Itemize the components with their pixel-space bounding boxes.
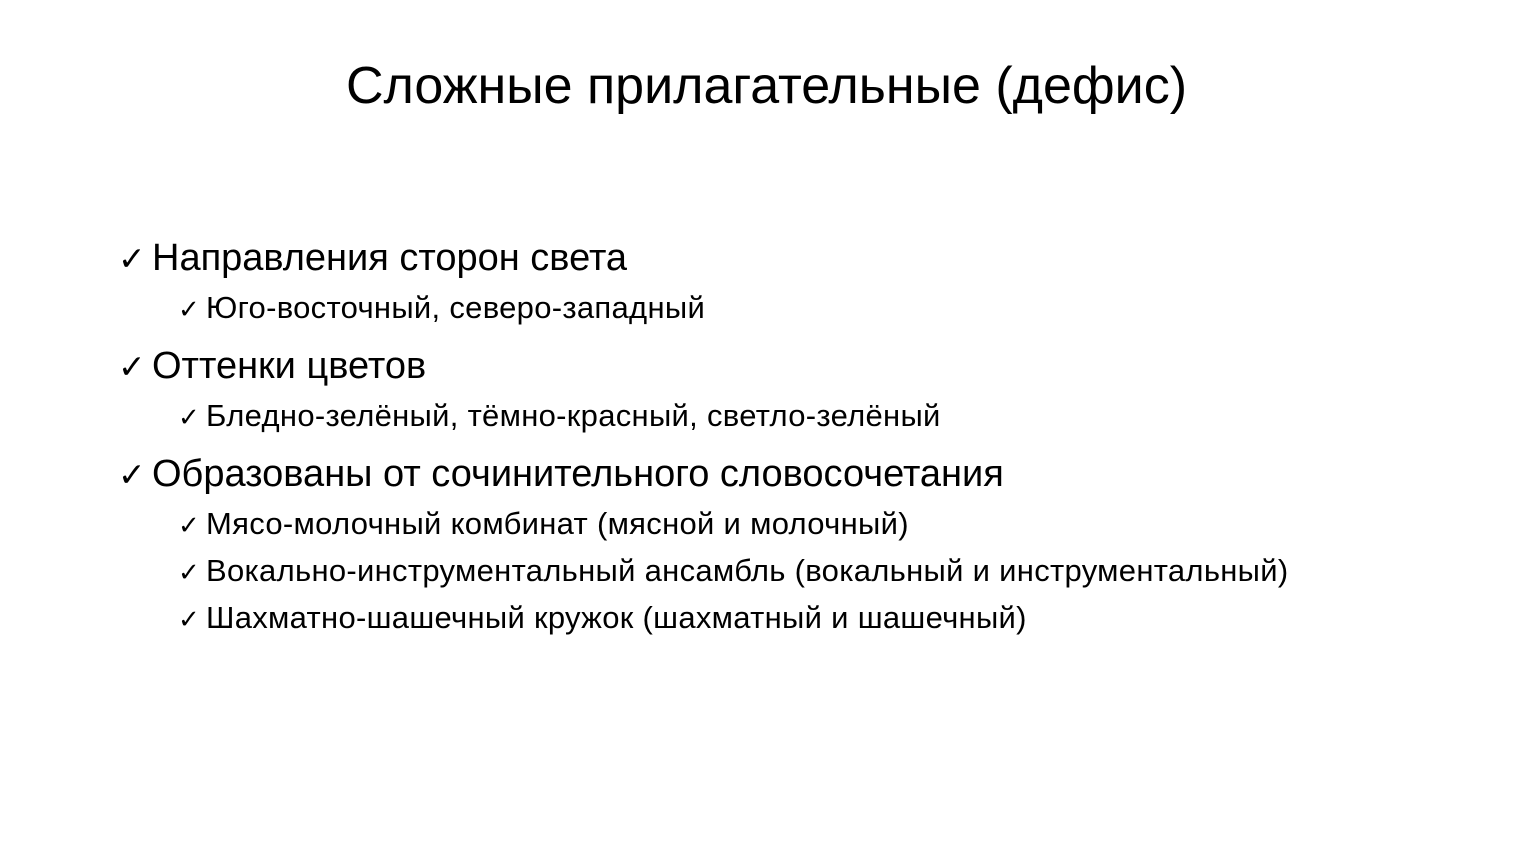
bullet-level2 [178, 393, 1498, 440]
check-icon: ✓ [178, 294, 201, 324]
section-heading: Направления сторон света [152, 237, 628, 279]
bullet-level1 [118, 232, 1498, 285]
check-icon: ✓ [178, 557, 201, 587]
bullet-level2 [178, 548, 1498, 595]
section-heading: Образованы от сочинительного словосочетания [152, 453, 1004, 495]
check-icon: ✓ [178, 402, 201, 432]
slide-title: Сложные прилагательные (дефис) [345, 57, 1188, 115]
bullet-level1 [118, 340, 1498, 393]
bullet-level2 [178, 501, 1498, 548]
check-icon: ✓ [178, 510, 201, 540]
check-icon: ✓ [178, 604, 201, 634]
bullet-level2 [178, 595, 1498, 642]
section-color-shades [118, 340, 1498, 440]
check-icon: ✓ [118, 456, 146, 493]
section-item: Мясо-молочный комбинат (мясной и молочный) [206, 506, 909, 541]
section-item: Вокально-инструментальный ансамбль (вокальный и инструментальный) [206, 553, 1289, 588]
check-icon: ✓ [118, 240, 146, 277]
section-coordinative-phrases [118, 448, 1498, 642]
section-directions [118, 232, 1498, 332]
bullet-list [118, 232, 1498, 650]
section-item: Юго-восточный, северо-западный [206, 290, 706, 325]
section-item: Бледно-зелёный, тёмно-красный, светло-зелёный [206, 398, 941, 433]
check-icon: ✓ [118, 348, 146, 385]
section-item: Шахматно-шашечный кружок (шахматный и шашечный) [206, 600, 1027, 635]
bullet-level1 [118, 448, 1498, 501]
bullet-level2 [178, 285, 1498, 332]
section-heading: Оттенки цветов [152, 345, 427, 387]
